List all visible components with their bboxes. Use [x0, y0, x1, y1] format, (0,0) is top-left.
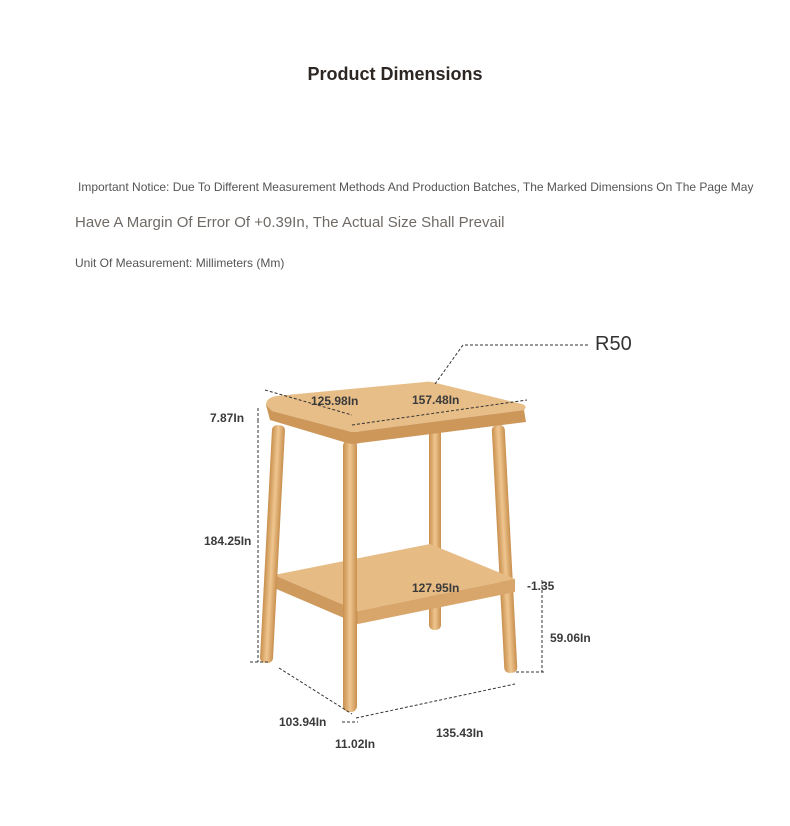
important-notice-line-1: Important Notice: Due To Different Measurement Methods And Production Batches, The Marked Dimensions On The Page May — [78, 180, 754, 194]
base-depth-line — [279, 668, 352, 714]
base-width-label: 135.43In — [436, 726, 484, 740]
shelf-height-label: 59.06In — [550, 631, 591, 645]
base-depth-label: 103.94In — [279, 715, 327, 729]
shelf-width-label: 127.95In — [412, 581, 460, 595]
r50-leader-line — [435, 345, 588, 384]
front-leg-right — [343, 440, 357, 712]
radius-label: R50 — [595, 333, 632, 355]
top-depth-label: 125.98In — [311, 394, 359, 408]
unit-of-measurement: Unit Of Measurement: Millimeters (Mm) — [75, 256, 285, 270]
top-width-label: 157.48In — [412, 393, 460, 407]
top-thickness-label: 7.87In — [210, 411, 245, 425]
page-title: Product Dimensions — [307, 64, 483, 84]
base-width-line — [356, 684, 515, 718]
front-leg-left — [260, 425, 285, 663]
shelf-offset-label: -1.35 — [527, 579, 555, 593]
back-leg-right — [492, 425, 518, 673]
leg-diameter-label: 11.02In — [335, 737, 376, 751]
total-height-label: 184.25In — [204, 534, 252, 548]
important-notice-line-2: Have A Margin Of Error Of +0.39In, The Actual Size Shall Prevail — [75, 214, 505, 231]
